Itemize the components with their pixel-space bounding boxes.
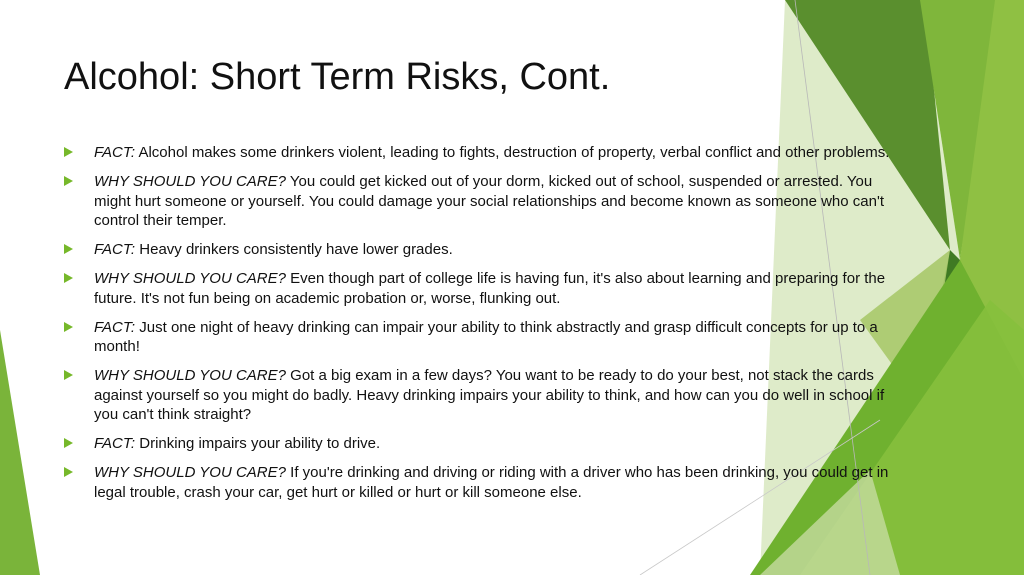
bullet-text: Got a big exam in a few days? You want to be ready to do your best, not stack the cards against yourself so you might do badly. Heavy drinking impairs your ability to think, and how can you do well in school if you can't think straight? — [94, 367, 885, 423]
bullet-arrow-icon — [64, 244, 73, 254]
bullet-item — [64, 269, 904, 308]
facet-left-bottom — [0, 330, 40, 575]
bullet-text: Even though part of college life is having fun, it's also about learning and preparing for the future. It's not fun being on academic probation or, worse, flunking out. — [94, 270, 886, 307]
bullet-text: If you're drinking and driving or riding with a driver who has been drinking, you could get in legal trouble, crash your car, get hurt or killed or hurt or kill someone else. — [94, 464, 889, 501]
slide-title: Alcohol: Short Term Risks, Cont. — [64, 56, 611, 98]
bullet-item — [64, 172, 904, 231]
bullet-item — [64, 143, 904, 163]
bullet-lead: WHY SHOULD YOU CARE? — [94, 367, 286, 384]
bullet-arrow-icon — [64, 370, 73, 380]
bullet-arrow-icon — [64, 438, 73, 448]
bullet-item — [64, 240, 904, 260]
bullet-text: Alcohol makes some drinkers violent, leading to fights, destruction of property, verbal conflict and other problems. — [135, 144, 890, 161]
bullet-item — [64, 366, 904, 425]
bullet-arrow-icon — [64, 147, 73, 157]
bullet-arrow-icon — [64, 176, 73, 186]
bullet-item — [64, 463, 904, 502]
bullet-lead: FACT: — [94, 435, 136, 452]
bullet-text: Heavy drinkers consistently have lower grades. — [135, 241, 453, 258]
bullet-list — [64, 143, 904, 512]
bullet-text: Drinking impairs your ability to drive. — [135, 435, 381, 452]
bullet-lead: FACT: — [94, 144, 136, 161]
bullet-arrow-icon — [64, 467, 73, 477]
bullet-lead: FACT: — [94, 318, 136, 336]
bullet-lead: FACT: — [94, 241, 136, 258]
bullet-lead: WHY SHOULD YOU CARE? — [94, 270, 286, 287]
bullet-item — [64, 318, 904, 357]
bullet-text: You could get kicked out of your dorm, kicked out of school, suspended or arrested. You might hurt someone or yourself. You could damage your social relationships and become known as someone who can't control their temper. — [94, 173, 884, 229]
bullet-lead: WHY SHOULD YOU CARE? — [94, 464, 286, 481]
bullet-arrow-icon — [64, 322, 73, 332]
bullet-item — [64, 434, 904, 454]
bullet-arrow-icon — [64, 273, 73, 283]
bullet-lead: WHY SHOULD YOU CARE? — [94, 173, 286, 190]
bullet-text: Just one night of heavy drinking can impair your ability to think abstractly and grasp difficult concepts for up to a month! — [94, 318, 878, 355]
